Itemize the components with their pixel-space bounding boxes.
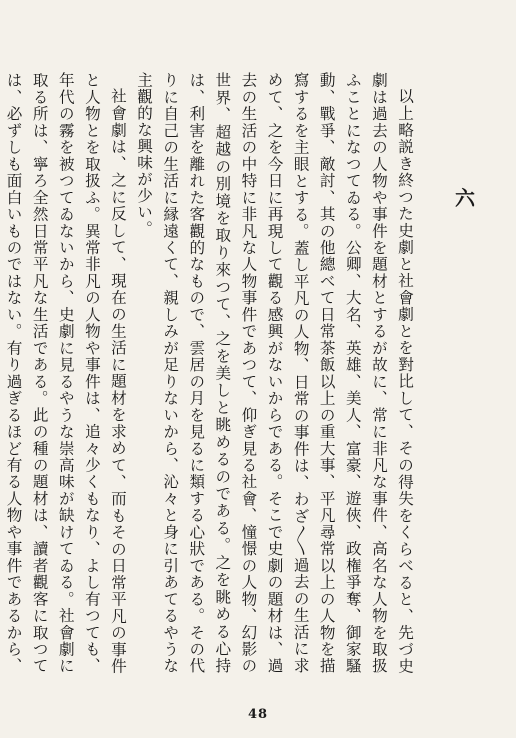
page-number: 48: [247, 707, 269, 722]
paragraph-history-drama: 以上略説き終つた史劇と社會劇とを對比して、その得失をくらべると、先づ史劇は過去の人物や事件を題材とするが故に、常に非凡な事件、高名な人物を取扱ふことになつてゐる。公卿、大名、英雄、美人、富豪、遊俠、政権爭奪、御家騷動、戰爭、敵討、其の他總べて日常茶飯以上の重大事、平凡尋常以上の人物を描寫するを主眼とする。蓋し平凡の人物、日常の事件は、わざ〳〵過去の生活に求めて、之を今日に再現して觀る感興がないからである。そこで史劇の題材は、過去の生活の中特に非凡な人物事件であつて、仰ぎ見る社會、憧憬の人物、幻影の世界、超越の別境を取り來つて、之を美しと眺めるのである。之を眺める心持は、利害を離れた客觀的なもので、雲居の月を見るに類する心狀である。その代りに自己の生活に縁遠くて、親しみが足りないから、沁々と身に引あてるやうな主觀的な興味が少い。: [135, 72, 414, 674]
body-text: [4, 72, 418, 674]
paragraph-social-drama: 社會劇は、之に反して、現在の生活に題材を求めて、而もその日常平凡の事件と人物とを取扱ふ。異常非凡の人物や事件は、追々少くもなり、よし有つても、年代の霧を被つてゐないから、史劇に見るやうな崇高味が缺けてゐる。社會劇に取る所は、寧ろ全然日常平凡な生活である。此の種の題材は、讀者觀客に取つては、必ずしも面白いものではない。有り過ぎるほど有る人物や事件であるから、: [4, 72, 127, 674]
section-number: 六: [455, 186, 475, 210]
